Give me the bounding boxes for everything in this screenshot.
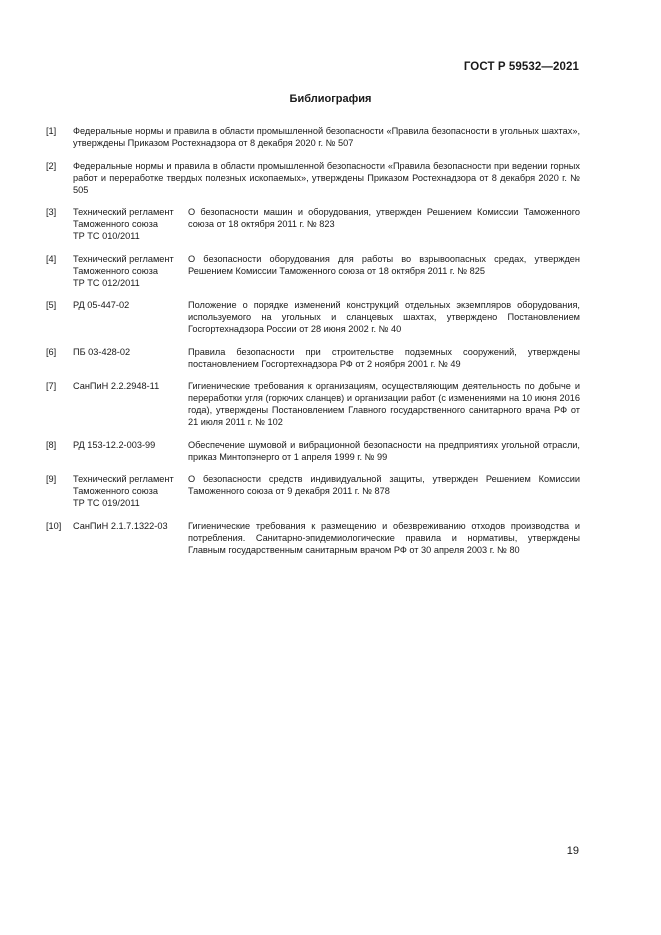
entry-number: [7] [46,381,57,391]
entry-text: Гигиенические требования к размещению и обезвреживанию отходов производства и потребления. Санитарно-эпидемиологические правила и нормативы, утверждены Главным государственным санитарным врачом РФ от 30 апреля 2003 г. № 80 [188,520,580,555]
entry-text: О безопасности оборудования для работы во взрывоопасных средах, утвержден Решением Комиссии Таможенного союза от 18 октября 2011 г. № 825 [188,253,580,276]
entry-code: СанПиН 2.2.2948-11 [73,381,160,391]
entry-code: РД 153-12.2-003-99 [73,439,156,450]
entry-code: Технический регламент Таможенного союза ТР ТС 010/2011 [73,207,174,241]
entry-number: [6] [46,346,57,357]
entry-code: РД 05-447-02 [73,300,130,310]
entry-code: СанПиН 2.1.7.1322-03 [73,520,168,531]
bibliography-entry [46,206,580,242]
bibliography-entry [46,380,580,428]
entry-number: [3] [46,207,57,217]
entry-number: [8] [46,439,57,450]
entry-text: Правила безопасности при строительстве подземных сооружений, утверждены постановлением Госгортехнадзора РФ от 2 ноября 2001 г. № 49 [188,346,580,369]
entry-number: [2] [46,160,57,171]
entry-text: Федеральные нормы и правила в области промышленной безопасности «Правила безопасности при ведении горных работ и переработке твердых полезных ископаемых», утверждены Приказом Ростехнадзора от 8 декабря 2020 г. № 505 [73,160,580,195]
bibliography-entry [46,253,580,289]
bibliography-entry [46,473,580,509]
page-number: 19 [566,845,579,857]
entry-number: [4] [46,253,57,264]
section-title: Библиография [289,93,372,105]
entry-text: О безопасности средств индивидуальной защиты, утвержден Решением Комиссии Таможенного союза от 9 декабря 2011 г. № 878 [188,474,580,496]
entry-code: ПБ 03-428-02 [73,346,131,357]
entry-text: Гигиенические требования к организациям, осуществляющим деятельность по добыче и переработки угля (горючих сланцев) и организации работ (с изменениями на 10 июня 2016 года), утверждены Постановлением Главного государственного санитарного врача РФ от 21 июля 2011 г. № 102 [188,381,580,427]
bibliography-entry [46,125,580,149]
entry-number: [5] [46,300,57,310]
entry-code: Технический регламент Таможенного союза ТР ТС 012/2011 [73,253,174,288]
entry-code: Технический регламент Таможенного союза ТР ТС 019/2011 [73,474,174,508]
bibliography-list [46,125,580,566]
document-code: ГОСТ Р 59532—2021 [463,61,579,73]
entry-text: О безопасности машин и оборудования, утвержден Решением Комиссии Таможенного союза от 18 октября 2011 г. № 823 [188,207,580,229]
bibliography-entry [46,520,580,556]
bibliography-entry [46,160,580,196]
bibliography-entry [46,299,580,335]
bibliography-entry [46,439,580,463]
entry-text: Федеральные нормы и правила в области промышленной безопасности «Правила безопасности в угольных шахтах», утверждены Приказом Ростехнадзора от 8 декабря 2020 г. № 507 [73,126,580,148]
entry-number: [1] [46,126,57,136]
entry-number: [10] [46,520,62,531]
entry-number: [9] [46,474,57,484]
entry-text: Положение о порядке изменений конструкций отдельных экземпляров оборудования, используемого на угольных и сланцевых шахтах, утверждено Постановлением Госгортехнадзора России от 28 июня 2002 г. № 40 [188,300,580,334]
entry-text: Обеспечение шумовой и вибрационной безопасности на предприятиях угольной отрасли, приказ Минтопэнерго от 1 апреля 1999 г. № 99 [188,439,580,462]
bibliography-entry [46,346,580,370]
